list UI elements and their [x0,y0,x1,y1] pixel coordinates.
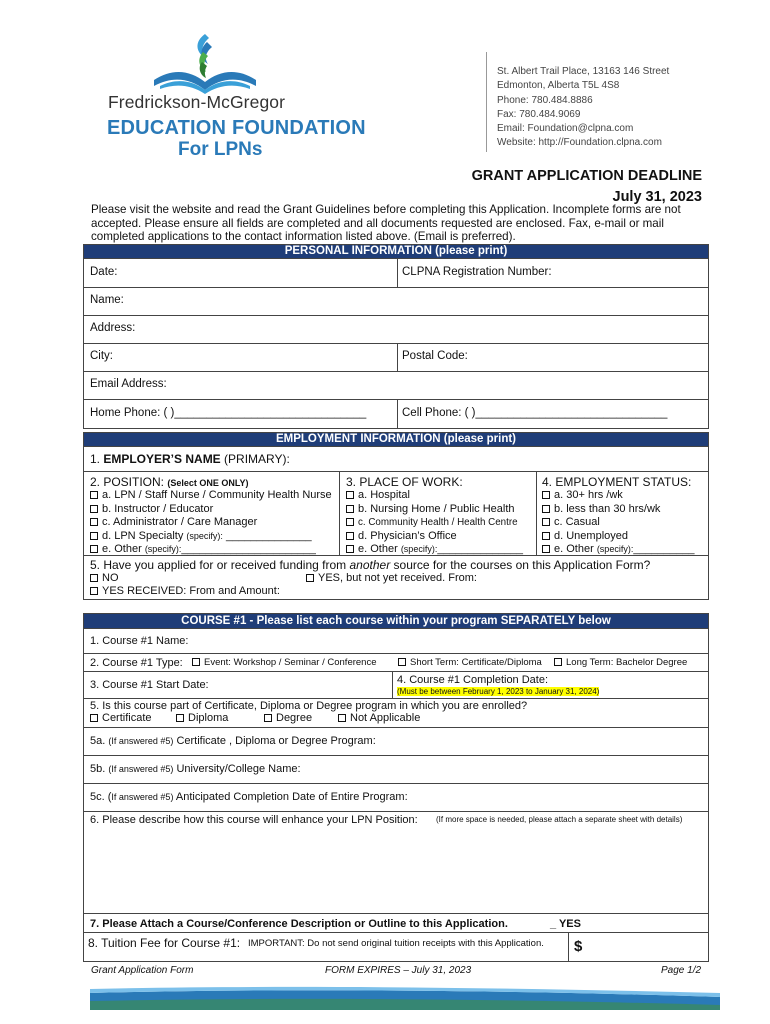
checkbox-icon[interactable] [192,658,200,666]
specify-line: ______________ [222,529,312,542]
status-option-c[interactable] [542,516,695,530]
divider [339,472,340,555]
checkbox-icon[interactable] [90,532,98,540]
funding-q-italic: another [349,558,391,572]
course-dates-row [83,671,709,699]
program-certificate-option[interactable] [90,712,152,726]
type-long-term-label: Long Term: Bachelor Degree [566,657,688,668]
program-name-field[interactable] [90,735,376,747]
employer-primary: (PRIMARY): [220,452,290,466]
program-completion-row [83,783,709,812]
place-title: 3. PLACE OF WORK: [346,475,463,489]
contact-email: Email: Foundation@clpna.com [497,123,634,135]
status-option-d[interactable] [542,530,695,544]
course-header: COURSE #1 - Please list each course within your program SEPARATELY below [83,613,709,629]
status-d-label: d. Unemployed [554,529,628,542]
type-event-label: Event: Workshop / Seminar / Conference [204,657,377,668]
position-note: (Select ONE ONLY) [167,478,249,488]
footer-page: Page 1/2 [661,965,702,976]
status-option-b[interactable] [542,503,695,517]
university-name-field[interactable] [90,763,301,775]
checkbox-icon[interactable] [554,658,562,666]
course-completion-date-field[interactable]: 4. Course #1 Completion Date: [397,674,549,686]
divider [397,343,398,372]
specify-line: ______________ [437,543,523,555]
checkbox-icon[interactable] [542,491,550,499]
contact-address2: Edmonton, Alberta T5L 4S8 [497,80,620,92]
checkbox-icon[interactable] [542,505,550,513]
enhancement-note: (If more space is needed, please attach a separate sheet with details) [436,815,683,824]
q5c-label: Anticipated Completion Date of Entire Program: [175,791,408,803]
program-certificate-label: Certificate [102,712,152,724]
q5a-label: Certificate , Diploma or Degree Program: [176,735,376,747]
personal-row-email [83,371,709,400]
checkbox-icon[interactable] [90,491,98,499]
place-option-b[interactable] [346,503,523,517]
clpna-number-field[interactable]: CLPNA Registration Number: [402,266,552,278]
specify-note: (specify): [400,544,438,554]
specify-line: ______________________ [181,543,316,555]
type-long-term-option[interactable] [554,656,687,670]
specify-note: (specify): [596,544,634,554]
checkbox-icon[interactable] [176,714,184,722]
position-title [90,475,332,489]
specify-line: __________ [633,543,695,555]
program-degree-label: Degree [276,712,313,724]
checkbox-icon[interactable] [398,658,406,666]
position-c-label: c. Administrator / Care Manager [102,516,258,528]
program-diploma-label: Diploma [188,712,229,724]
place-option-d[interactable] [346,530,523,544]
personal-row-name [83,287,709,316]
divider [397,258,398,288]
enhancement-question: 6. Please describe how this course will enhance your LPN Position: [90,814,418,826]
funding-yes-not-label: YES, but not yet received. From: [318,572,477,584]
position-option-d[interactable] [90,530,332,544]
status-c-label: c. Casual [554,516,600,528]
deadline-date: July 31, 2023 [612,189,702,205]
course-start-date-field[interactable]: 3. Course #1 Start Date: [90,679,209,691]
tuition-row [83,932,709,962]
tuition-note: IMPORTANT: Do not send original tuition receipts with this Application. [248,938,544,949]
footer-wave-graphic [90,985,720,1010]
checkbox-icon[interactable] [90,545,98,553]
checkbox-icon[interactable] [346,532,354,540]
city-field[interactable]: City: [90,350,113,362]
contact-address1: St. Albert Trail Place, 13163 146 Street [497,66,670,77]
q5b-prefix: 5b. [90,763,106,775]
email-field[interactable]: Email Address: [90,378,167,390]
type-short-term-option[interactable] [398,656,542,670]
q5c-prefix: 5c. ( [90,791,112,803]
q5b-note: (If answered #5) [108,764,174,774]
employment-info-header: EMPLOYMENT INFORMATION (please print) [83,432,709,447]
name-field[interactable]: Name: [90,294,124,306]
status-option-a[interactable] [542,489,695,503]
position-a-label: a. LPN / Staff Nurse / Community Health Nurse [102,489,332,501]
funding-yes-received-label: YES RECEIVED: From and Amount: [102,585,280,597]
specify-note: (specify): [186,530,223,541]
tuition-amount-field[interactable]: $ [574,938,583,955]
personal-info-header: PERSONAL INFORMATION (please print) [83,244,709,259]
q5c-note: If answered #5) [111,792,174,802]
funding-row [83,555,709,600]
home-phone-field[interactable]: Home Phone: ( )______________________________ [90,407,367,419]
status-a-label: a. 30+ hrs /wk [554,489,623,501]
funding-no-label: NO [102,572,119,584]
position-option-b[interactable] [90,503,332,517]
attach-row [83,913,709,933]
place-option-a[interactable] [346,489,523,503]
type-short-term-label: Short Term: Certificate/Diploma [410,657,542,668]
status-b-label: b. less than 30 hrs/wk [554,502,661,515]
program-degree-option[interactable] [264,712,312,726]
completion-date-note: (Must be between February 1, 2023 to January 31, 2024) [397,687,600,696]
attach-question: 7. Please Attach a Course/Conference Description or Outline to this Application. [90,918,508,930]
place-c-label: c. Community Health / Health Centre [358,517,518,528]
checkbox-icon[interactable] [90,587,98,595]
contact-fax: Fax: 780.484.9069 [497,108,581,120]
checkbox-icon[interactable] [264,714,272,722]
contact-phone: Phone: 780.484.8886 [497,94,593,106]
program-completion-field[interactable] [90,791,408,803]
deadline-title: GRANT APPLICATION DEADLINE [471,168,702,184]
checkbox-icon[interactable] [338,714,346,722]
checkbox-icon[interactable] [346,545,354,553]
contact-block [497,65,669,151]
deadline-block [472,166,702,208]
funding-q-pre: 5. Have you applied for or received funding from [90,558,350,572]
date-field[interactable]: Date: [90,266,118,278]
checkbox-icon[interactable] [90,574,98,582]
status-e-label: e. Other [554,543,594,555]
contact-website: Website: http://Foundation.clpna.com [497,137,662,149]
attach-yes-option[interactable]: _ YES [550,918,581,930]
personal-row-city [83,343,709,372]
status-column [542,475,695,557]
checkbox-icon[interactable] [542,518,550,526]
position-column [90,475,332,557]
university-row [83,755,709,784]
course-type-label: 2. Course #1 Type: [90,657,183,669]
cell-phone-field[interactable]: Cell Phone: ( )______________________________ [402,407,668,419]
course-type-row [83,653,709,672]
place-b-label: b. Nursing Home / Public Health [358,502,515,515]
status-title: 4. EMPLOYMENT STATUS: [542,475,692,489]
tuition-label: 8. Tuition Fee for Course #1: [88,936,241,950]
employer-row [83,446,709,472]
employer-label: EMPLOYER’S NAME [103,452,221,466]
foundation-logo-icon [150,28,260,96]
program-row [83,698,709,728]
checkbox-icon[interactable] [90,518,98,526]
place-column [346,475,523,557]
place-option-c[interactable] [346,516,523,530]
funding-question [90,558,650,572]
program-name-row [83,727,709,756]
checkbox-icon[interactable] [346,491,354,499]
place-d-label: d. Physician’s Office [358,529,457,542]
position-b-label: b. Instructor / Educator [102,502,214,515]
logo-name-text: Fredrickson-McGregor [108,92,286,112]
checkbox-icon[interactable] [306,574,314,582]
course-name-row [83,628,709,654]
personal-row-phones [83,399,709,429]
footer-expires: FORM EXPIRES – July 31, 2023 [325,965,472,976]
q5a-prefix: 5a. [90,735,106,747]
q5b-label: University/College Name: [176,763,301,775]
divider [536,472,537,555]
funding-q-post: source for the courses on this Application Form? [390,558,651,572]
program-diploma-option[interactable] [176,712,228,726]
position-label: 2. POSITION: [90,475,165,489]
checkbox-icon[interactable] [90,714,98,722]
program-question: 5. Is this course part of Certificate, Diploma or Degree program in which you are enrolled? [90,700,528,712]
employment-grid [83,471,709,556]
place-e-label: e. Other [358,543,398,555]
funding-no-option[interactable] [90,572,119,586]
employer-name-field[interactable] [90,452,290,466]
checkbox-icon[interactable] [346,518,354,526]
intro-text: Please visit the website and read the Grant Guidelines before completing this Application. Incomplete forms are not accepted. Please ensure all fields are completed and all documents requested are enclosed. Fax, e-mail or mail completed applications to the contact information listed above. (Email is preferred). [91,203,681,243]
funding-yes-not-option[interactable] [306,572,477,586]
specify-note: (specify): [144,544,182,554]
type-event-option[interactable] [192,656,377,670]
position-d-label: d. LPN Specialty [102,529,184,542]
checkbox-icon[interactable] [90,505,98,513]
position-e-label: e. Other [102,543,142,555]
divider [392,672,393,698]
place-a-label: a. Hospital [358,489,410,501]
course-name-field[interactable]: 1. Course #1 Name: [90,635,189,647]
q5a-note: (If answered #5) [108,736,174,746]
logo-for-lpns-text: For LPNs [178,139,263,160]
divider [568,933,569,961]
funding-yes-received-option[interactable] [90,585,280,599]
personal-row-address [83,315,709,344]
checkbox-icon[interactable] [542,545,550,553]
footer-form-name: Grant Application Form [91,965,194,976]
employer-num: 1. [90,452,104,466]
position-option-a[interactable] [90,489,332,503]
enhancement-row[interactable] [83,811,709,914]
personal-row-date [83,258,709,288]
contact-divider [486,52,488,152]
address-field[interactable]: Address: [90,322,136,334]
divider [397,399,398,429]
position-option-c[interactable] [90,516,332,530]
program-not-applicable-option[interactable] [338,712,420,726]
postal-code-field[interactable]: Postal Code: [402,350,468,362]
checkbox-icon[interactable] [346,505,354,513]
logo-foundation-text: EDUCATION FOUNDATION [107,117,366,139]
checkbox-icon[interactable] [542,532,550,540]
program-not-applicable-label: Not Applicable [350,712,421,724]
